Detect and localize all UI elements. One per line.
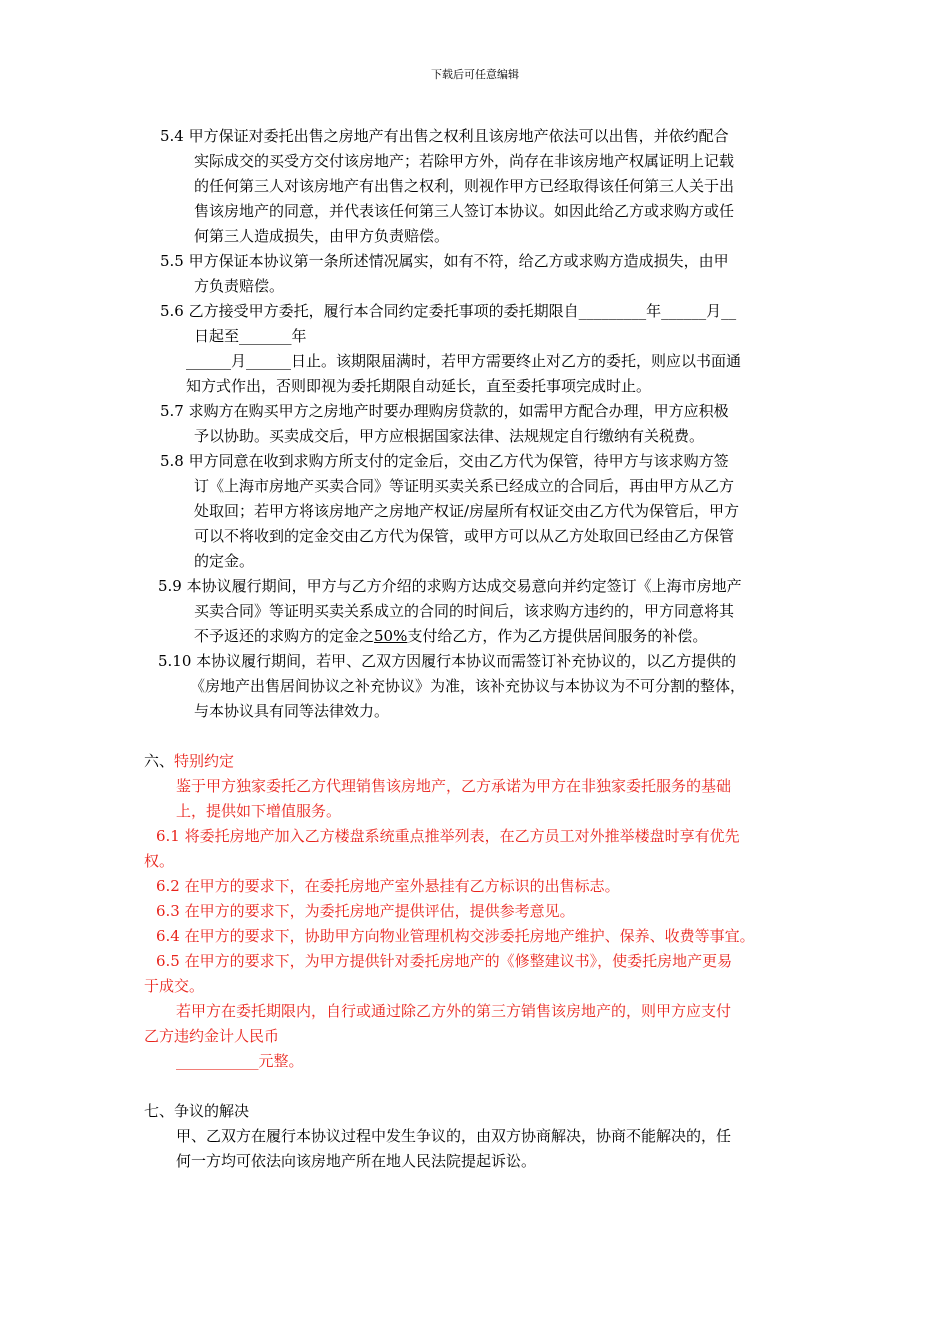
text-line: 于成交。: [144, 977, 205, 995]
page-header: 下载后可任意编辑: [431, 68, 519, 81]
clause-6-1: 6.1 将委托房地产加入乙方楼盘系统重点推举列表，在乙方员工对外推举楼盘时享有优先: [156, 827, 740, 845]
text-line: 日起至_______年: [194, 327, 307, 345]
clause-5-8: 5.8 甲方同意在收到求购方所支付的定金后，交由乙方代为保管，待甲方与该求购方签: [160, 452, 729, 470]
text-line: 方负责赔偿。: [194, 277, 285, 295]
text-line: 《房地产出售居间协议之补充协议》为准，该补充协议与本协议为不可分割的整体，: [190, 677, 746, 695]
text-line: ______月______日止。该期限届满时，若甲方需要终止对乙方的委托，则应以书面通: [186, 352, 742, 370]
clause-6-2: 6.2 在甲方的要求下，在委托房地产室外悬挂有乙方标识的出售标志。: [156, 877, 620, 895]
clause-5-5: 5.5 甲方保证本协议第一条所述情况属实，如有不符，给乙方或求购方造成损失，由甲: [160, 252, 729, 270]
text-line: 不予返还的求购方的定金之50%支付给乙方，作为乙方提供居间服务的补偿。: [194, 627, 708, 645]
text-line: 上，提供如下增值服务。: [176, 802, 342, 820]
text-line: 何一方均可依法向该房地产所在地人民法院提起诉讼。: [176, 1152, 537, 1170]
text-line: 买卖合同》等证明买卖关系成立的合同的时间后，该求购方违约的，甲方同意将其: [194, 602, 735, 620]
text-line: 售该房地产的同意，并代表该任何第三人签订本协议。如因此给乙方或求购方或任: [194, 202, 735, 220]
clause-5-4: 5.4 甲方保证对委托出售之房地产有出售之权利且该房地产依法可以出售，并依约配合: [160, 127, 729, 145]
text-line: 鉴于甲方独家委托乙方代理销售该房地产，乙方承诺为甲方在非独家委托服务的基础: [176, 777, 732, 795]
text-line: 知方式作出，否则即视为委托期限自动延长，直至委托事项完成时止。: [186, 377, 652, 395]
percent-value: 50%: [374, 627, 408, 645]
section-7-heading: 七、争议的解决: [144, 1102, 250, 1120]
text-line: 可以不将收到的定金交由乙方代为保管，或甲方可以从乙方处取回已经由乙方保管: [194, 527, 735, 545]
penalty-amount-blank: ___________元整。: [176, 1052, 304, 1070]
text-line: 实际成交的买受方交付该房地产；若除甲方外，尚存在非该房地产权属证明上记载: [194, 152, 735, 170]
text-line: 处取回；若甲方将该房地产之房地产权证/房屋所有权证交由乙方代为保管后，甲方: [194, 502, 740, 520]
text-line: 订《上海市房地产买卖合同》等证明买卖关系已经成立的合同后，再由甲方从乙方: [194, 477, 735, 495]
text-line: 甲、乙双方在履行本协议过程中发生争议的，由双方协商解决，协商不能解决的，任: [176, 1127, 732, 1145]
text-line: 若甲方在委托期限内，自行或通过除乙方外的第三方销售该房地产的，则甲方应支付: [176, 1002, 732, 1020]
clause-5-6: 5.6 乙方接受甲方委托，履行本合同约定委托事项的委托期限自_________年______月__: [160, 302, 737, 320]
clause-5-7: 5.7 求购方在购买甲方之房地产时要办理购房贷款的，如需甲方配合办理，甲方应积极: [160, 402, 729, 420]
clause-5-10: 5.10 本协议履行期间，若甲、乙双方因履行本协议而需签订补充协议的，以乙方提供的: [158, 652, 737, 670]
text-line: 予以协助。买卖成交后，甲方应根据国家法律、法规规定自行缴纳有关税费。: [194, 427, 705, 445]
text-line: 乙方违约金计人民币: [144, 1027, 280, 1045]
text-line: 与本协议具有同等法律效力。: [194, 702, 390, 720]
clause-6-3: 6.3 在甲方的要求下，为委托房地产提供评估，提供参考意见。: [156, 902, 575, 920]
clause-6-5: 6.5 在甲方的要求下，为甲方提供针对委托房地产的《修整建议书》，使委托房地产更易: [156, 952, 733, 970]
text-line: 权。: [144, 852, 175, 870]
text-line: 的定金。: [194, 552, 255, 570]
clause-5-9: 5.9 本协议履行期间，甲方与乙方介绍的求购方达成交易意向并约定签订《上海市房地产: [158, 577, 742, 595]
text-line: 何第三人造成损失，由甲方负责赔偿。: [194, 227, 450, 245]
clause-6-4: 6.4 在甲方的要求下，协助甲方向物业管理机构交涉委托房地产维护、保养、收费等事宜。: [156, 927, 755, 945]
section-6-heading: 六、特别约定: [144, 752, 235, 770]
text-line: 的任何第三人对该房地产有出售之权利，则视作甲方已经取得该任何第三人关于出: [194, 177, 735, 195]
